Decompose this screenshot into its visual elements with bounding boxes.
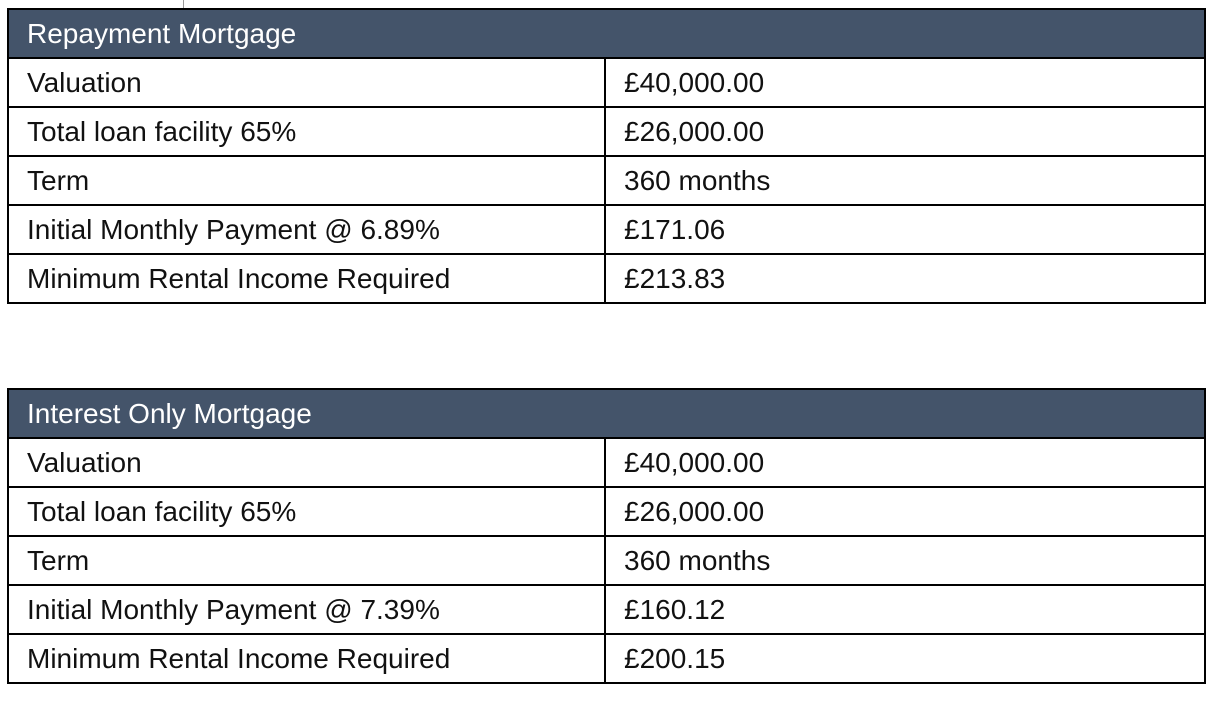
table-header-row: [8, 9, 1205, 58]
row-value: £160.12: [605, 585, 1205, 634]
table-row: [8, 634, 1205, 683]
row-value: £26,000.00: [605, 487, 1205, 536]
row-value: £213.83: [605, 254, 1205, 303]
table-row: [8, 536, 1205, 585]
table-row: [8, 58, 1205, 107]
table-row: [8, 205, 1205, 254]
row-value: £26,000.00: [605, 107, 1205, 156]
row-label: Valuation: [8, 58, 605, 107]
row-label: Initial Monthly Payment @ 6.89%: [8, 205, 605, 254]
table-row: [8, 107, 1205, 156]
repayment-mortgage-table: [7, 8, 1206, 304]
row-value: 360 months: [605, 536, 1205, 585]
table-row: [8, 585, 1205, 634]
table-row: [8, 438, 1205, 487]
row-value: £200.15: [605, 634, 1205, 683]
row-label: Total loan facility 65%: [8, 107, 605, 156]
row-label: Minimum Rental Income Required: [8, 634, 605, 683]
row-label: Term: [8, 156, 605, 205]
table-row: [8, 487, 1205, 536]
row-value: £171.06: [605, 205, 1205, 254]
row-label: Initial Monthly Payment @ 7.39%: [8, 585, 605, 634]
table-row: [8, 254, 1205, 303]
table-title: Interest Only Mortgage: [8, 389, 1205, 438]
row-label: Valuation: [8, 438, 605, 487]
row-label: Minimum Rental Income Required: [8, 254, 605, 303]
row-label: Term: [8, 536, 605, 585]
text-cursor-mark: [183, 0, 184, 8]
table-title: Repayment Mortgage: [8, 9, 1205, 58]
row-value: £40,000.00: [605, 438, 1205, 487]
row-label: Total loan facility 65%: [8, 487, 605, 536]
interest-only-mortgage-table: [7, 388, 1206, 684]
table-header-row: [8, 389, 1205, 438]
row-value: 360 months: [605, 156, 1205, 205]
table-row: [8, 156, 1205, 205]
row-value: £40,000.00: [605, 58, 1205, 107]
